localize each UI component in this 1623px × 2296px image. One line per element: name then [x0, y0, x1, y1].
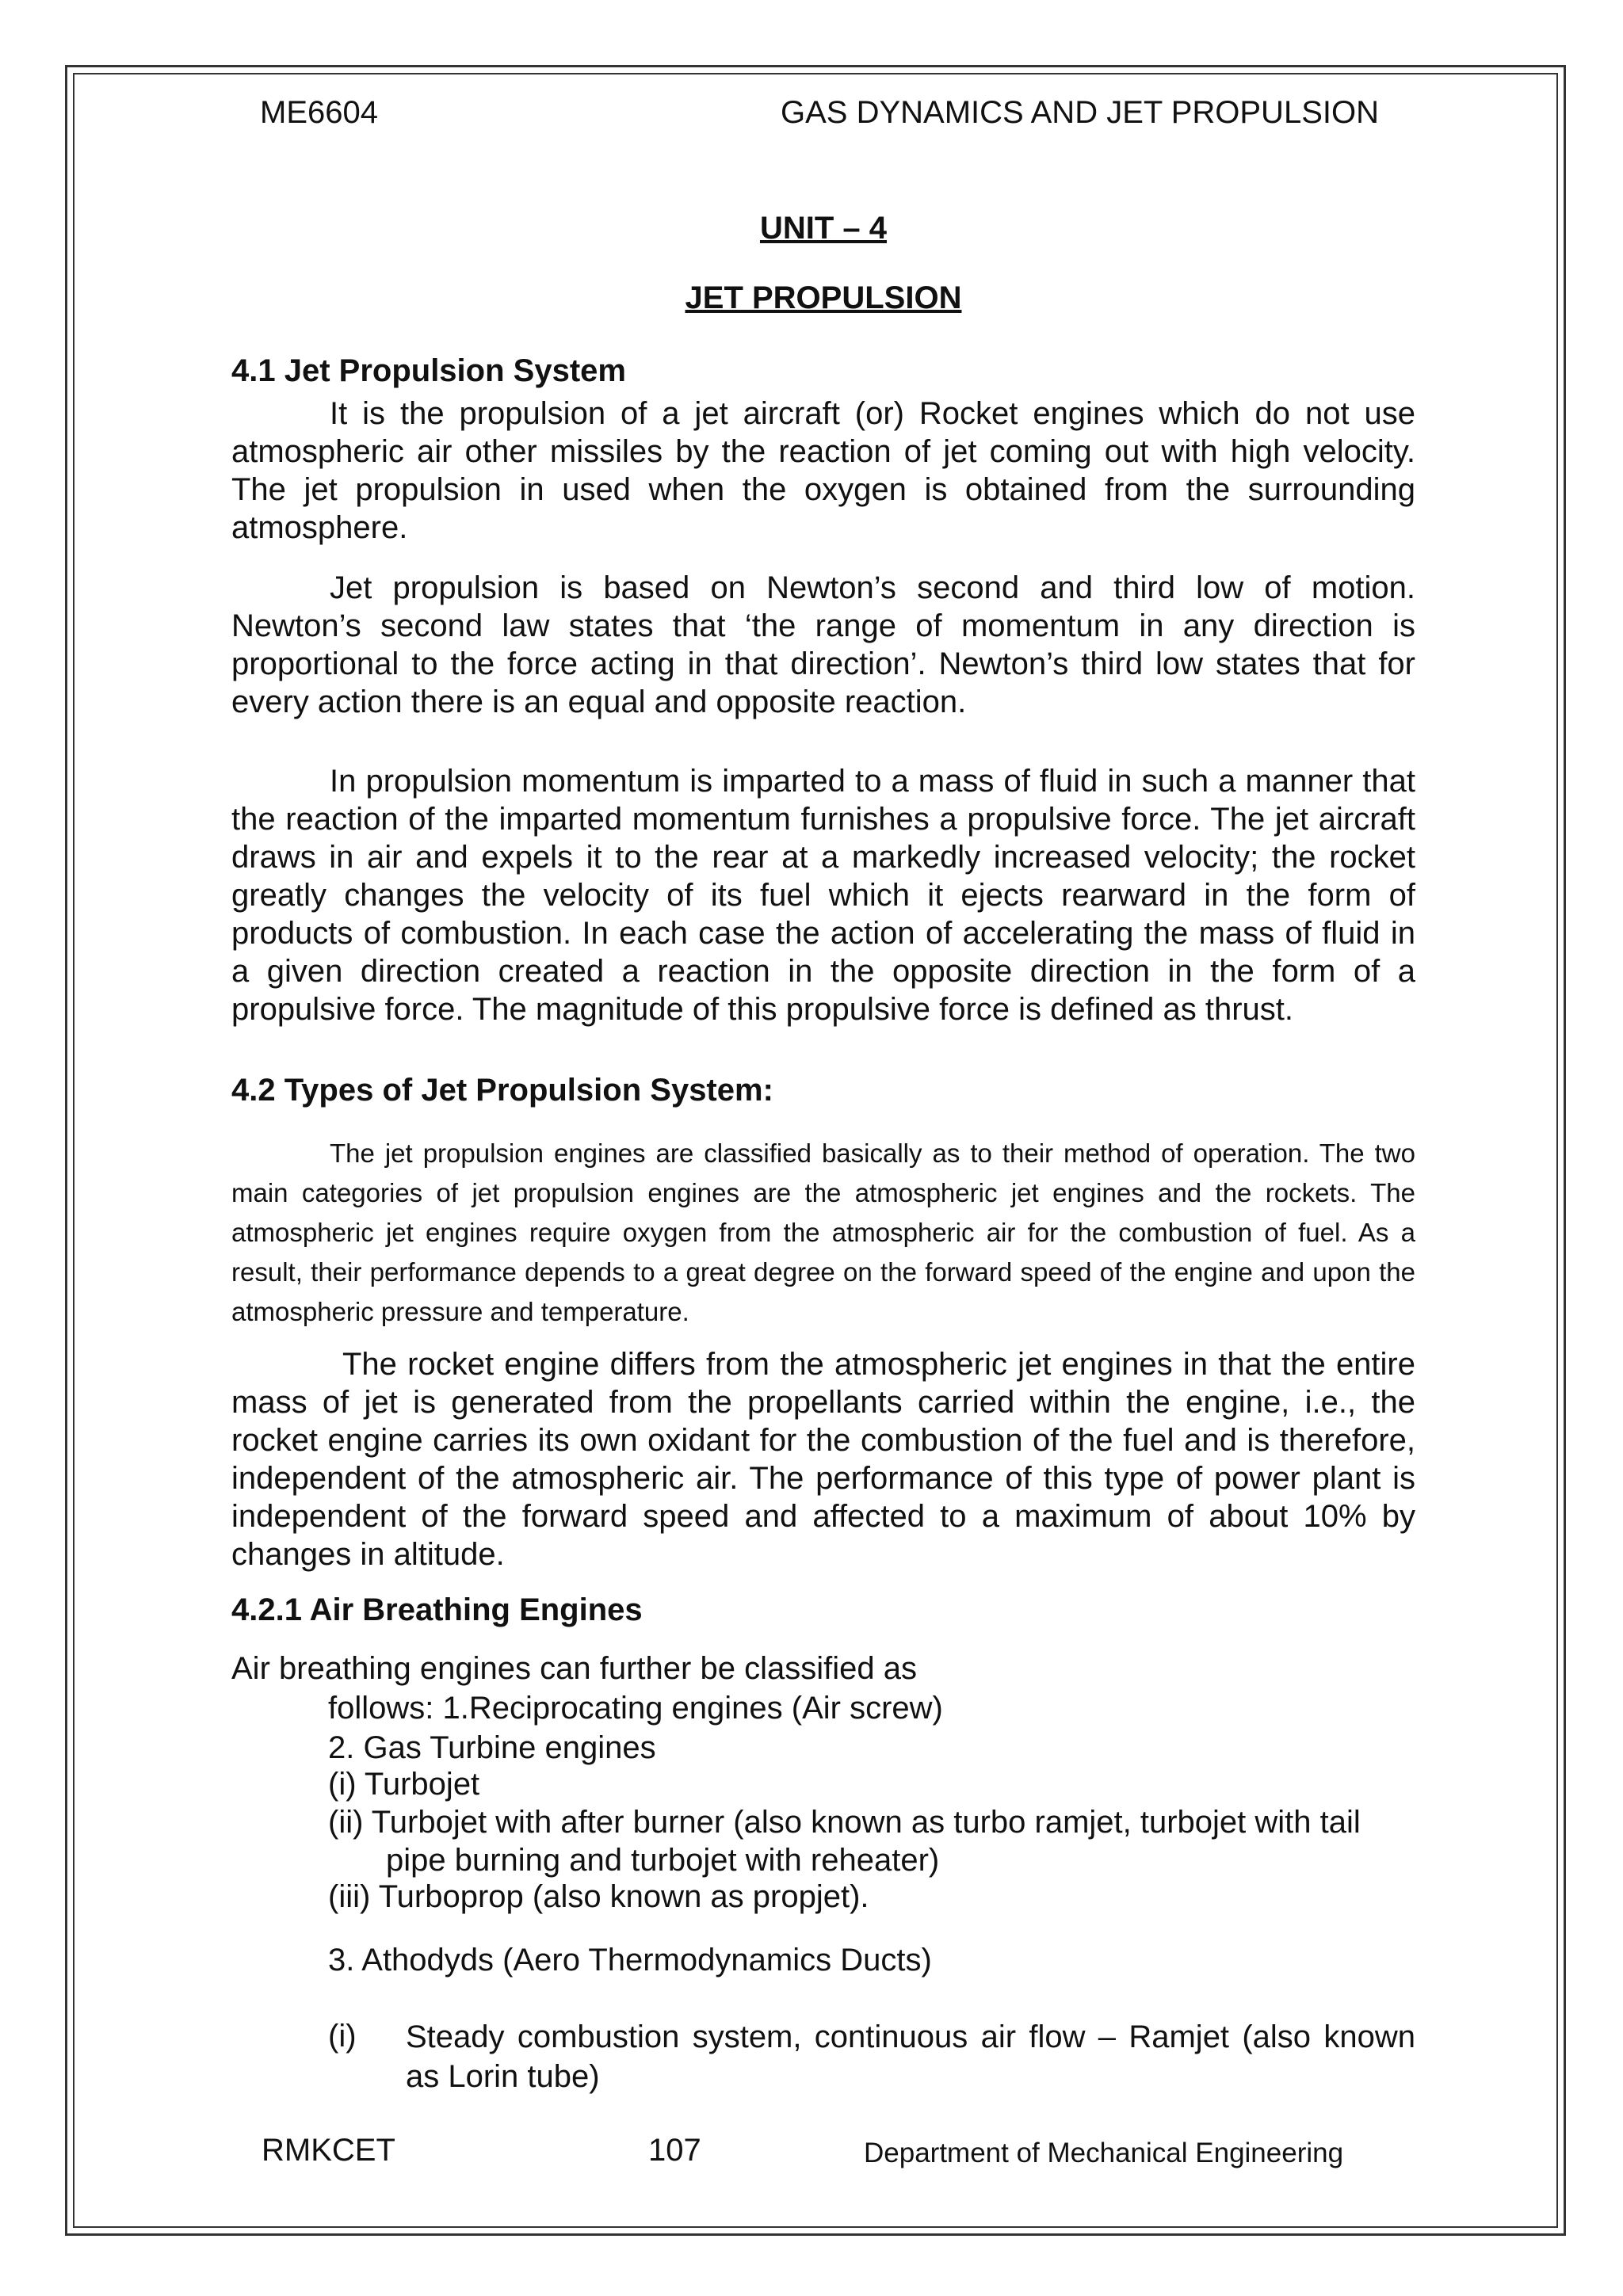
- section-4-1-heading: 4.1 Jet Propulsion System: [231, 353, 626, 388]
- paragraph-text: In propulsion momentum is imparted to a mass of fluid in such a manner that the reaction of the imparted momentum furnishes a propulsive force. The jet aircraft draws in air and expels it to the rear at a markedly increased velocity; the rocket greatly changes the velocity of its fuel which it ejects rearward in the form of products of combustion. In each case the action of accelerating the mass of fluid in a given direction created a reaction in the opposite direction in the form of a propulsive force. The magnitude of this propulsive force is defined as thrust.: [231, 764, 1415, 1027]
- section-4-1-paragraph-1: [231, 395, 1415, 547]
- paragraph-text: The jet propulsion engines are classified basically as to their method of operation. The two main categories of jet propulsion engines are the atmospheric jet engines and the rockets. The atmospheric jet engines require oxygen from the atmospheric air for the combustion of fuel. As a result, their performance depends to a great degree on the forward speed of the engine and upon the atmospheric pressure and temperature.: [231, 1138, 1415, 1326]
- paragraph-text: Jet propulsion is based on Newton’s second and third low of motion. Newton’s second law states that ‘the range of momentum in any direction is proportional to the force acting in that direction’. Newton’s third low states that for every action there is an equal and opposite reaction.: [231, 570, 1415, 719]
- section-4-2-1-heading: 4.2.1 Air Breathing Engines: [231, 1592, 643, 1627]
- list-item-2-ii-continued: pipe burning and turbojet with reheater): [386, 1843, 940, 1878]
- list-item-2: 2. Gas Turbine engines: [328, 1730, 656, 1765]
- paragraph-text: It is the propulsion of a jet aircraft (or) Rocket engines which do not use atmospheric air other missiles by the reaction of jet coming out with high velocity. The jet propulsion in used when the oxygen is obtained from the surrounding atmosphere.: [231, 396, 1415, 545]
- footer-institution: RMKCET: [262, 2133, 395, 2168]
- section-4-1-paragraph-2: [231, 569, 1415, 721]
- list-item-3-i-label: (i): [328, 2019, 357, 2054]
- section-4-2-paragraph-2: [231, 1345, 1415, 1573]
- list-intro: Air breathing engines can further be classified as: [231, 1651, 917, 1686]
- list-item-2-ii: (ii) Turbojet with after burner (also known as turbo ramjet, turbojet with tail: [328, 1805, 1361, 1840]
- footer-department: Department of Mechanical Engineering: [864, 2138, 1344, 2168]
- list-item-2-iii: (iii) Turboprop (also known as propjet).: [328, 1879, 869, 1914]
- section-4-2-paragraph-1: [231, 1134, 1415, 1332]
- course-title: GAS DYNAMICS AND JET PROPULSION: [781, 95, 1379, 130]
- footer-page-number: 107: [648, 2133, 701, 2168]
- list-item-3: 3. Athodyds (Aero Thermodynamics Ducts): [328, 1943, 932, 1978]
- course-code: ME6604: [260, 95, 378, 130]
- unit-label: UNIT – 4: [759, 211, 888, 246]
- section-4-1-paragraph-3: [231, 762, 1415, 1028]
- paragraph-text: The rocket engine differs from the atmospheric jet engines in that the entire mass of jet is generated from the propellants carried within the engine, i.e., the rocket engine carries its own oxidant for the combustion of the fuel and is therefore, independent of the atmospheric air. The performance of this type of power plant is independent of the forward speed and affected to a maximum of about 10% by changes in altitude.: [231, 1347, 1415, 1572]
- list-item-3-i-text: Steady combustion system, continuous air flow – Ramjet (also known as Lorin tube): [406, 2019, 1415, 2094]
- list-item-1: follows: 1.Reciprocating engines (Air screw): [328, 1691, 943, 1726]
- section-4-2-heading: 4.2 Types of Jet Propulsion System:: [231, 1073, 773, 1108]
- unit-title: JET PROPULSION: [685, 280, 962, 315]
- list-item-2-i: (i) Turbojet: [328, 1767, 480, 1802]
